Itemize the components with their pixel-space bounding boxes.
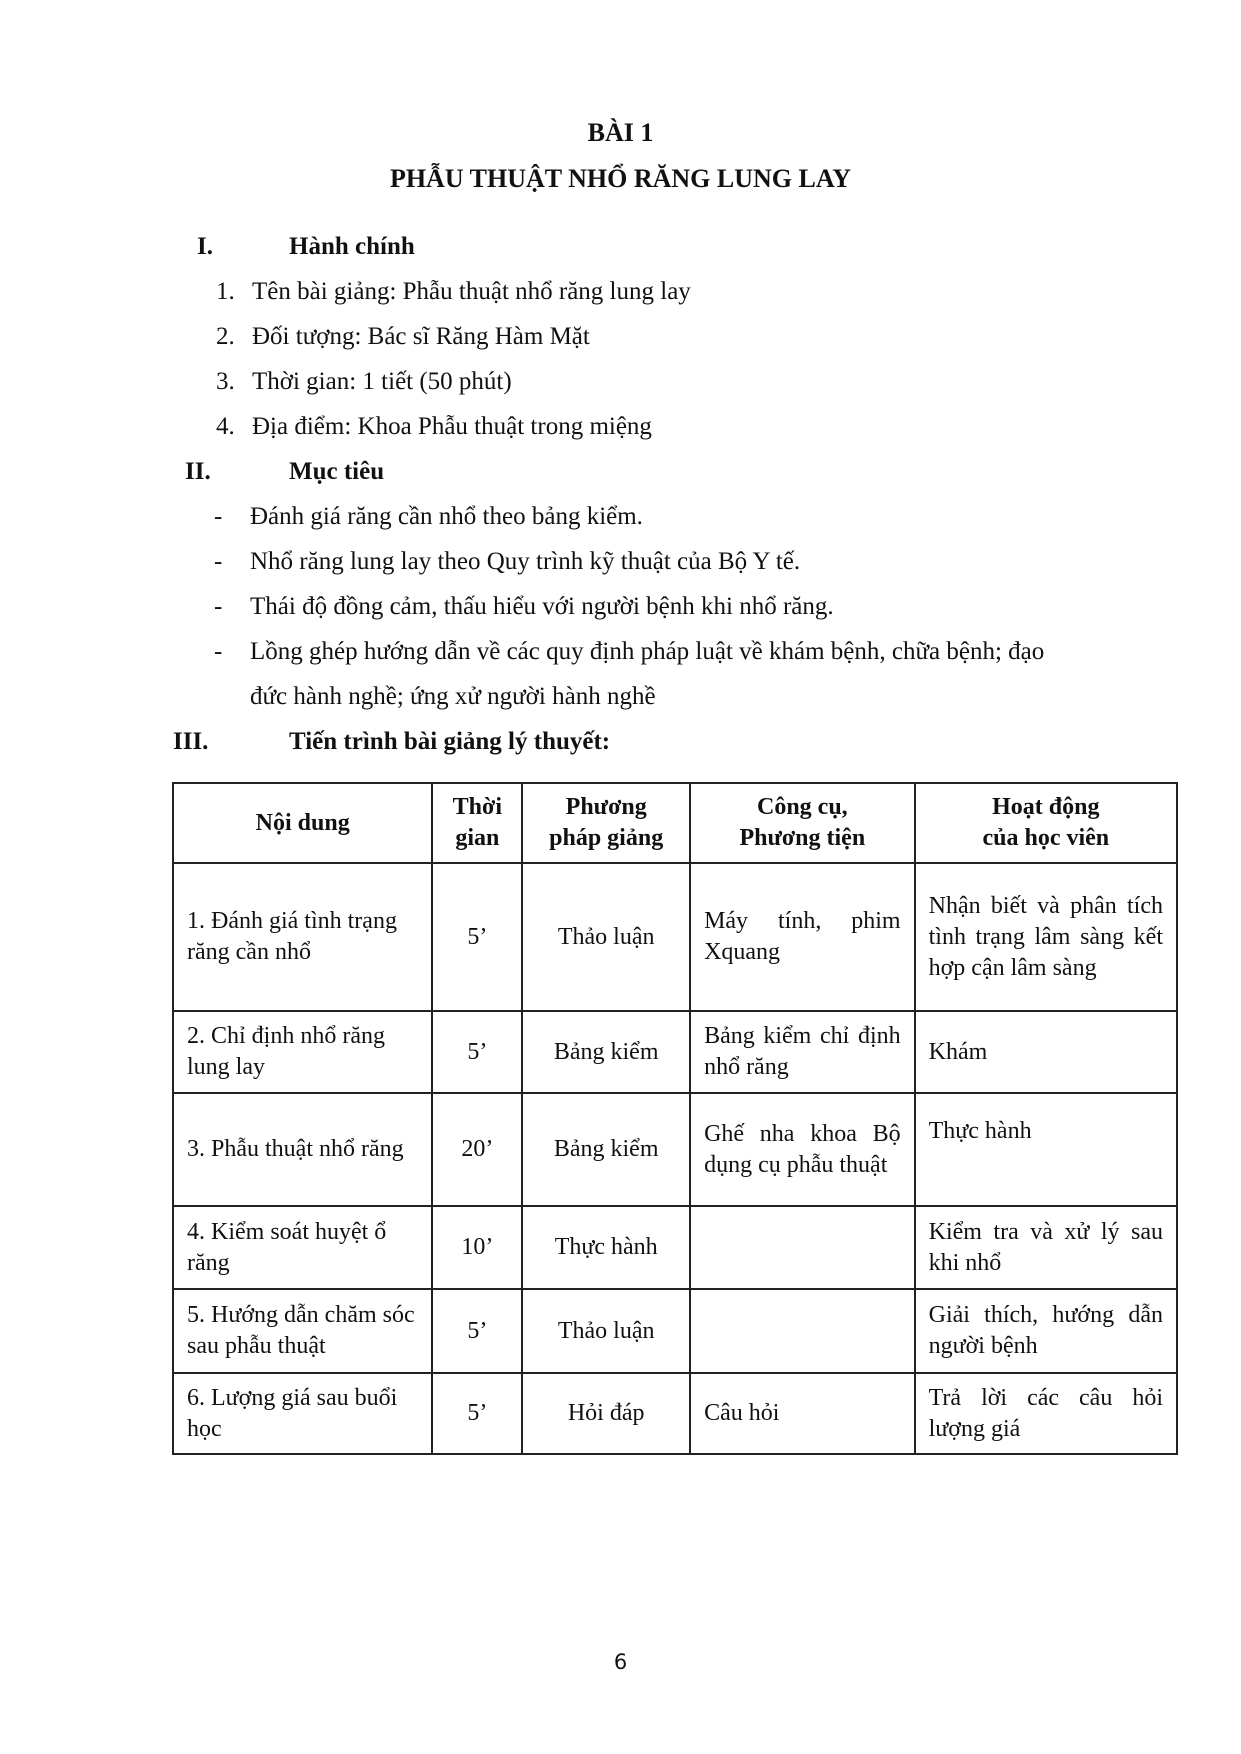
header-tools — [690, 783, 915, 863]
header-label: Công cụ, — [756, 794, 848, 820]
list-text: Tên bài giảng: Phẫu thuật nhổ răng lung lay — [252, 278, 691, 305]
table-header-row — [173, 783, 1177, 863]
header-label: gian — [455, 825, 500, 851]
list-marker: 3. — [216, 368, 235, 395]
header-label: Phương — [565, 794, 647, 820]
cell-time: 5’ — [432, 863, 522, 1011]
list-text: Đối tượng: Bác sĩ Răng Hàm Mặt — [252, 323, 590, 350]
header-label: Hoạt động — [992, 794, 1100, 820]
section-numeral: III. — [173, 728, 209, 755]
cell-content: 4. Kiểm soát huyệt ổ răng — [173, 1206, 432, 1289]
list-text: Thời gian: 1 tiết (50 phút) — [252, 368, 512, 395]
list-marker: - — [214, 638, 223, 665]
table-row — [173, 1093, 1177, 1206]
cell-content: 5. Hướng dẫn chăm sóc sau phẫu thuật — [173, 1289, 432, 1373]
table-row — [173, 863, 1177, 1011]
section-title: Mục tiêu — [289, 458, 385, 485]
list-marker: - — [214, 548, 223, 575]
cell-time: 20’ — [432, 1093, 522, 1206]
cell-content: 3. Phẫu thuật nhổ răng — [173, 1093, 432, 1206]
list-item — [216, 368, 916, 400]
table-row — [173, 1206, 1177, 1289]
lesson-number: BÀI 1 — [587, 118, 654, 147]
header-activity — [915, 783, 1177, 863]
list-marker: 4. — [216, 413, 235, 440]
list-item — [216, 413, 916, 445]
cell-tools: Bảng kiểm chỉ định nhổ răng — [690, 1011, 915, 1093]
table-row — [173, 1011, 1177, 1093]
list-text: Đánh giá răng cần nhổ theo bảng kiểm. — [250, 503, 643, 530]
list-text: Nhổ răng lung lay theo Quy trình kỹ thuật của Bộ Y tế. — [250, 548, 801, 575]
cell-method: Thảo luận — [522, 1289, 690, 1373]
section-heading-3 — [173, 728, 773, 760]
list-item — [216, 323, 916, 355]
cell-time: 5’ — [432, 1373, 522, 1454]
cell-activity: Trả lời các câu hỏi lượng giá — [915, 1373, 1177, 1454]
list-item — [214, 638, 1164, 670]
cell-method: Bảng kiểm — [522, 1011, 690, 1093]
cell-method: Thảo luận — [522, 863, 690, 1011]
lesson-plan-table — [172, 782, 1178, 1455]
section-numeral: II. — [185, 458, 211, 485]
header-label: pháp giảng — [549, 825, 664, 851]
list-text: Địa điểm: Khoa Phẫu thuật trong miệng — [252, 413, 652, 440]
list-text: Thái độ đồng cảm, thấu hiểu với người bệnh khi nhổ răng. — [250, 593, 834, 620]
header-label: của học viên — [982, 825, 1110, 851]
list-item — [214, 548, 1164, 580]
lesson-title: PHẪU THUẬT NHỔ RĂNG LUNG LAY — [389, 164, 852, 193]
cell-method: Hỏi đáp — [522, 1373, 690, 1454]
header-content — [173, 783, 432, 863]
cell-time: 5’ — [432, 1011, 522, 1093]
cell-time: 5’ — [432, 1289, 522, 1373]
section-heading-1 — [197, 233, 597, 265]
header-label: Phương tiện — [739, 825, 866, 851]
cell-tools: Câu hỏi — [690, 1373, 915, 1454]
cell-activity: Kiểm tra và xử lý sau khi nhổ — [915, 1206, 1177, 1289]
section-title: Hành chính — [289, 233, 415, 260]
section-heading-2 — [185, 458, 585, 490]
list-text: Lồng ghép hướng dẫn về các quy định pháp luật về khám bệnh, chữa bệnh; đạo — [250, 638, 1045, 665]
list-marker: 2. — [216, 323, 235, 350]
list-marker: 1. — [216, 278, 235, 305]
section-title: Tiến trình bài giảng lý thuyết: — [289, 728, 611, 755]
cell-method: Thực hành — [522, 1206, 690, 1289]
header-label: Thời — [452, 794, 502, 820]
cell-method: Bảng kiểm — [522, 1093, 690, 1206]
table-row — [173, 1373, 1177, 1454]
cell-content: 1. Đánh giá tình trạng răng cần nhổ — [173, 863, 432, 1011]
list-item — [216, 278, 916, 310]
page-number: 6 — [613, 1650, 628, 1674]
header-time — [432, 783, 522, 863]
cell-tools: Ghế nha khoa Bộ dụng cụ phẫu thuật — [690, 1093, 915, 1206]
cell-tools: Máy tính, phim Xquang — [690, 863, 915, 1011]
cell-activity: Khám — [915, 1011, 1177, 1093]
header-label: Nội dung — [255, 809, 350, 836]
cell-time: 10’ — [432, 1206, 522, 1289]
cell-activity: Giải thích, hướng dẫn người bệnh — [915, 1289, 1177, 1373]
list-item — [214, 503, 1164, 535]
list-marker: - — [214, 503, 223, 530]
table-row — [173, 1289, 1177, 1373]
header-method — [522, 783, 690, 863]
cell-activity: Thực hành — [915, 1093, 1177, 1206]
cell-tools — [690, 1289, 915, 1373]
cell-content: 2. Chỉ định nhổ răng lung lay — [173, 1011, 432, 1093]
list-marker: - — [214, 593, 223, 620]
list-item — [214, 593, 1164, 625]
cell-content: 6. Lượng giá sau buổi học — [173, 1373, 432, 1454]
section-numeral: I. — [197, 233, 213, 260]
cell-tools — [690, 1206, 915, 1289]
cell-activity: Nhận biết và phân tích tình trạng lâm sàng kết hợp cận lâm sàng — [915, 863, 1177, 1011]
list-item-continuation: đức hành nghề; ứng xử người hành nghề — [250, 683, 656, 710]
